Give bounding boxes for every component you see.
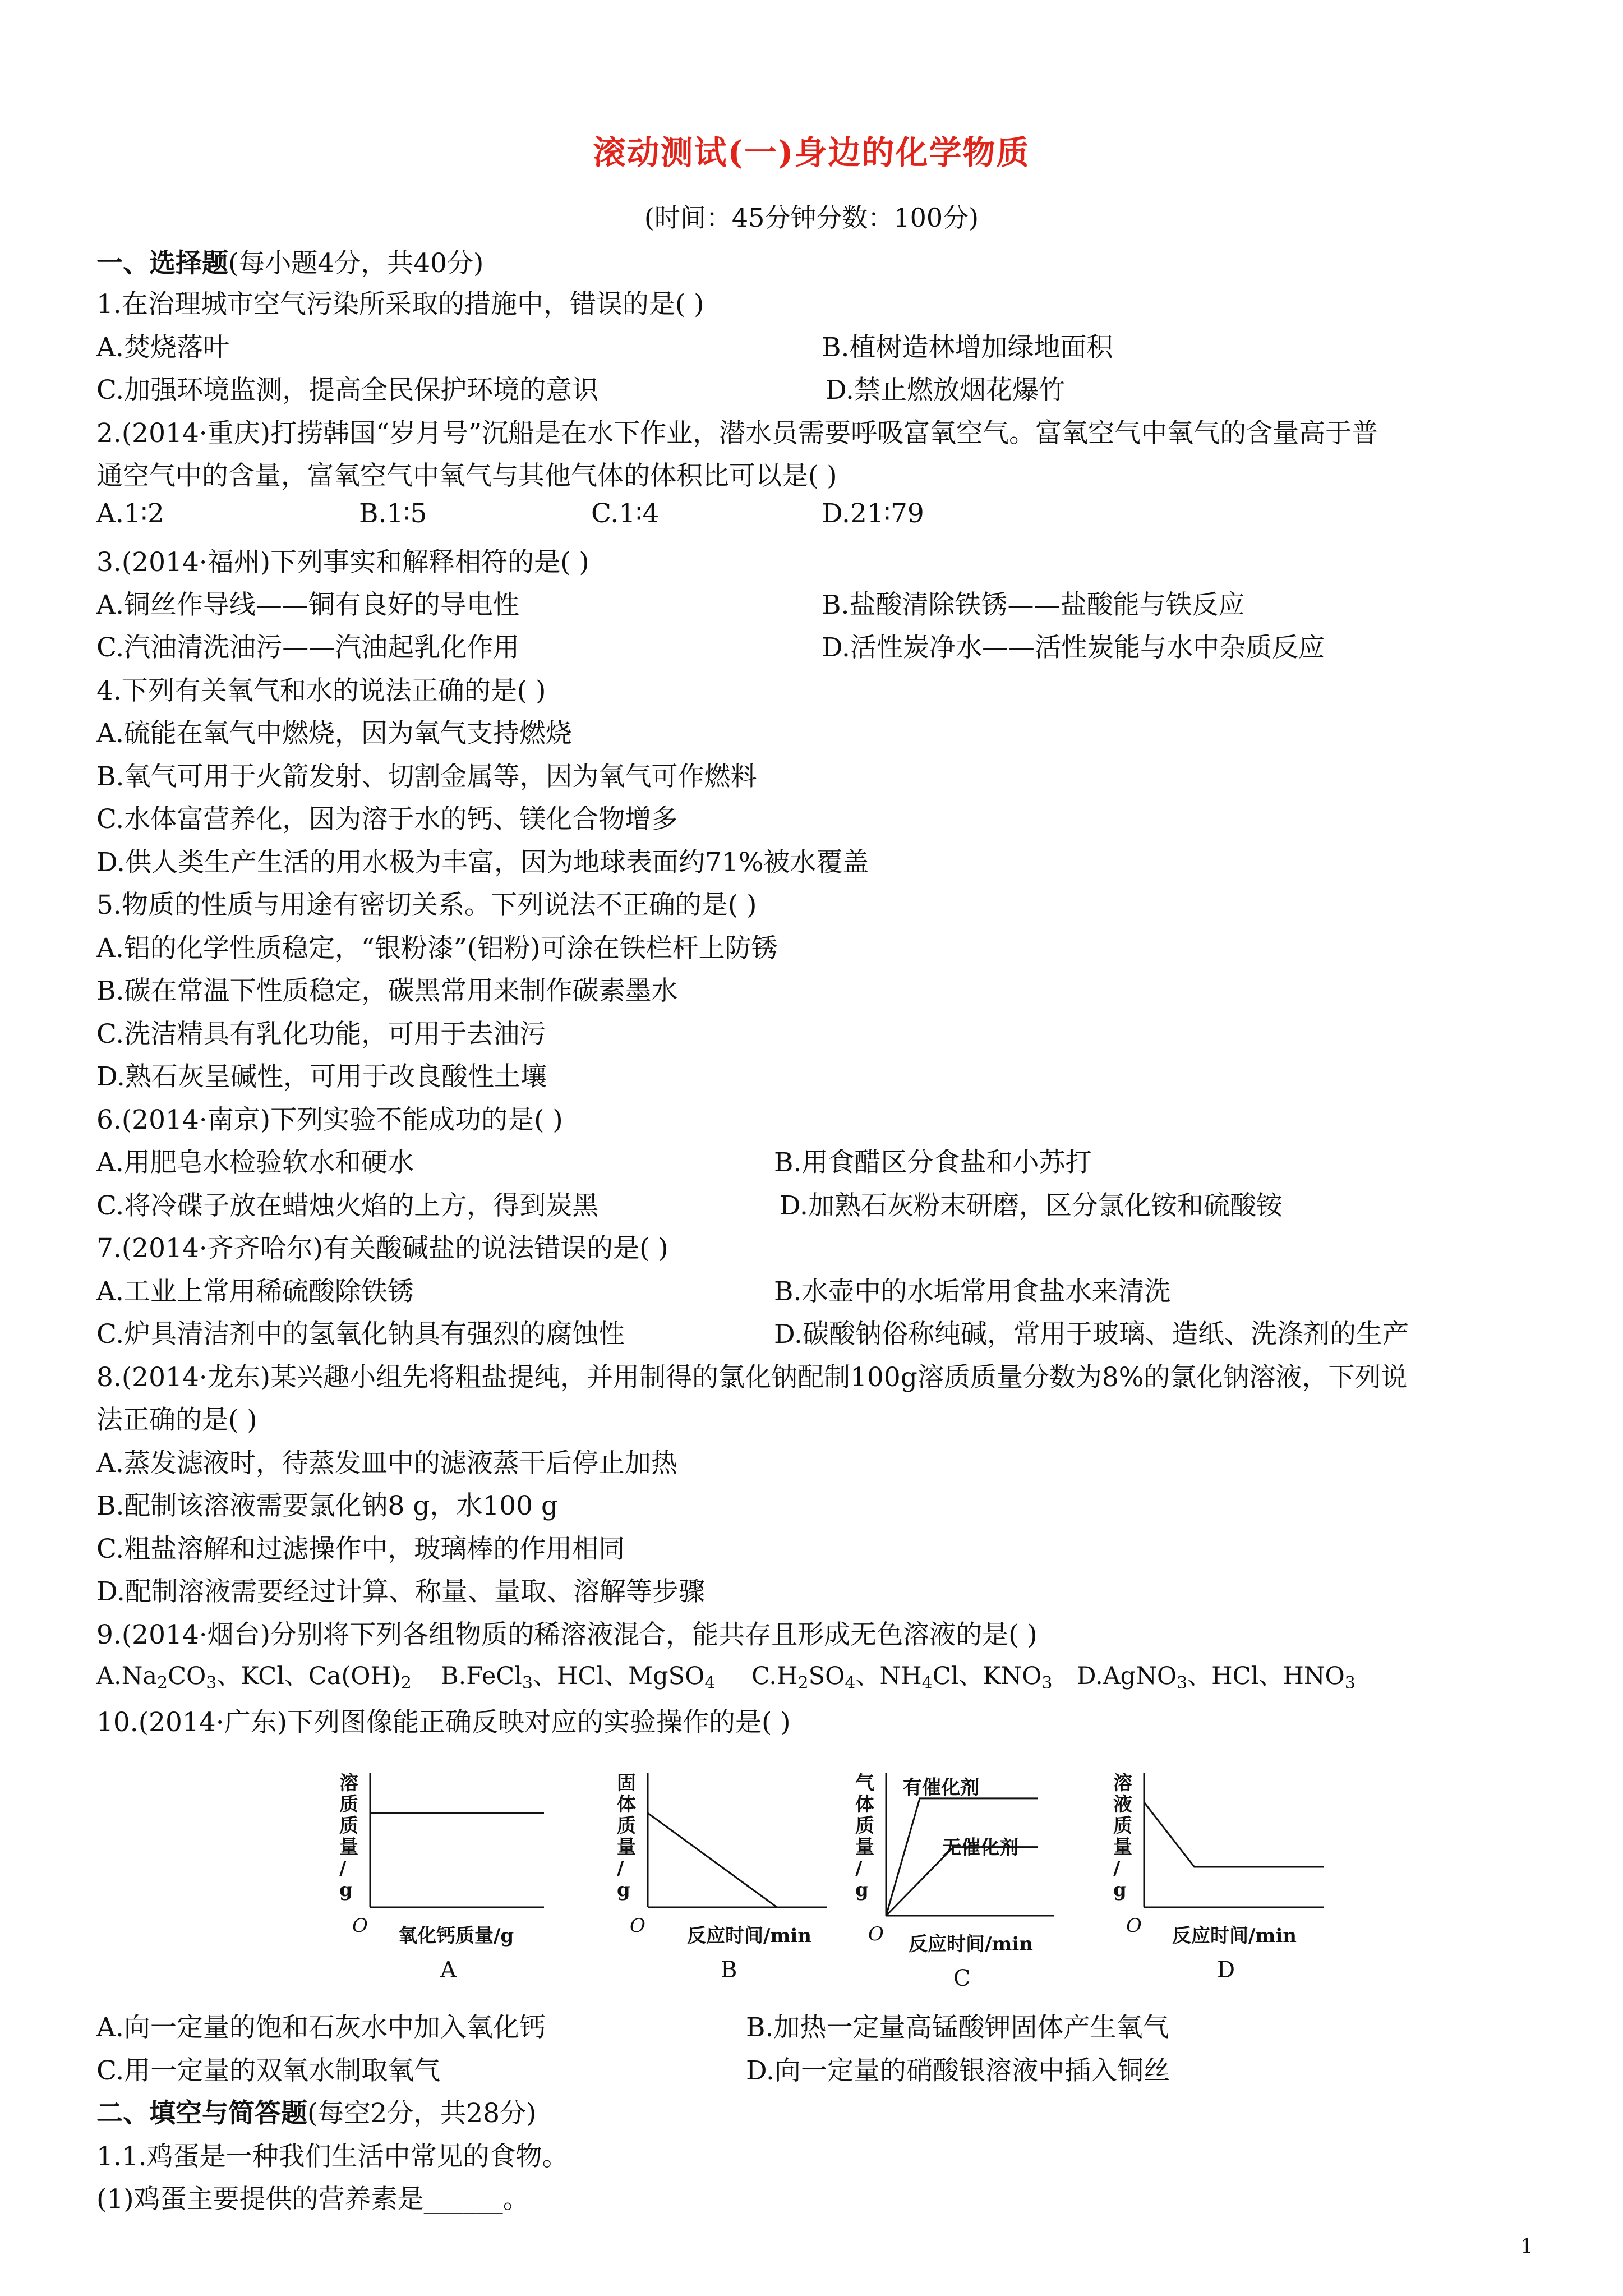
option-d: D.21∶79 <box>822 498 924 529</box>
y-axis-label-char: / <box>1113 1857 1121 1880</box>
y-axis-label-char: 质 <box>339 1815 358 1837</box>
series-line <box>648 1813 827 1907</box>
option-b: B.盐酸清除铁锈——盐酸能与铁反应 <box>822 590 1245 620</box>
chart-b-svg <box>608 1756 844 1983</box>
origin-label: O <box>352 1915 368 1937</box>
option-d: D.活性炭净水——活性炭能与水中杂质反应 <box>822 632 1325 663</box>
y-axis-label-char: 溶 <box>1113 1772 1132 1795</box>
y-axis-label-char: 溶 <box>339 1772 358 1795</box>
option-c: C.洗洁精具有乳化功能，可用于去油污 <box>96 1019 546 1050</box>
question-stem: 1.在治理城市空气污染所采取的措施中，错误的是( ) <box>96 289 704 320</box>
option-c: C.将冷碟子放在蜡烛火焰的上方，得到炭黑 <box>96 1190 599 1221</box>
chart-caption: A <box>440 1957 457 1983</box>
option-a: A.铜丝作导线——铜有良好的导电性 <box>96 590 519 620</box>
series-line <box>1144 1802 1324 1867</box>
option-a: A.工业上常用稀硫酸除铁锈 <box>96 1276 414 1307</box>
series-label: 有催化剂 <box>903 1777 979 1799</box>
y-axis-label-char: / <box>855 1857 863 1880</box>
page-subtitle: (时间：45分钟分数：100分) <box>644 203 979 233</box>
option-b: B.FeCl$_3$、HCl、MgSO$_4$ <box>441 1662 716 1693</box>
series-label: 无催化剂 <box>942 1837 1018 1859</box>
option-b: B.加热一定量高锰酸钾固体产生氧气 <box>746 2012 1169 2043</box>
question-stem: 7.(2014·齐齐哈尔)有关酸碱盐的说法错误的是( ) <box>96 1233 668 1264</box>
y-axis-label-char: 质 <box>339 1793 358 1816</box>
option-c: $C.H_2SO_4$、$NH_4Cl$、$KNO_3$ <box>751 1662 1053 1693</box>
option-c: C.炉具清洁剂中的氢氧化钠具有强烈的腐蚀性 <box>96 1319 625 1350</box>
chart-a-svg <box>325 1756 561 1983</box>
chart-caption: C <box>953 1966 971 1991</box>
chart-d-svg <box>1105 1756 1340 1983</box>
section-title: 一、选择题 <box>96 248 228 279</box>
x-axis-label: 反应时间/min <box>909 1933 1034 1955</box>
option-b: B.用食醋区分食盐和小苏打 <box>774 1147 1092 1178</box>
y-axis-label-char: g <box>617 1879 630 1901</box>
option-a: A.向一定量的饱和石灰水中加入氧化钙 <box>96 2012 546 2043</box>
option-c: C.汽油清洗油污——汽油起乳化作用 <box>96 632 520 663</box>
y-axis-label-char: 量 <box>339 1836 358 1858</box>
chart-caption: D <box>1217 1957 1235 1983</box>
section-note: (每空2分，共28分) <box>307 2098 537 2129</box>
y-axis-label-char: 质 <box>617 1815 636 1837</box>
section-heading <box>96 242 483 280</box>
option-a: A.蒸发滤液时，待蒸发皿中的滤液蒸干后停止加热 <box>96 1448 677 1479</box>
question-stem: 3.(2014·福州)下列事实和解释相符的是( ) <box>96 547 589 578</box>
x-axis-label: 反应时间/min <box>687 1925 812 1947</box>
origin-label: O <box>1126 1915 1142 1937</box>
y-axis-label-char: 量 <box>855 1836 874 1858</box>
y-axis-label-char: / <box>617 1857 624 1880</box>
option-c: C.用一定量的双氧水制取氧气 <box>96 2055 441 2086</box>
question-stem: 5.物质的性质与用途有密切关系。下列说法不正确的是( ) <box>96 890 757 921</box>
question-stem: 6.(2014·南京)下列实验不能成功的是( ) <box>96 1105 563 1135</box>
chart-caption: B <box>721 1957 737 1983</box>
y-axis-label-char: 质 <box>1113 1815 1132 1837</box>
question-stem: 8.(2014·龙东)某兴趣小组先将粗盐提纯，并用制得的氯化钠配制100g溶质质量分数为8%的氯化钠溶液，下列说 <box>96 1362 1408 1393</box>
chart-d <box>1105 1756 1340 1982</box>
option-d: D.供人类生产生活的用水极为丰富，因为地球表面约71%被水覆盖 <box>96 847 869 878</box>
question-stem: 4.下列有关氧气和水的说法正确的是( ) <box>96 675 546 706</box>
option-c: C.1∶4 <box>591 498 660 529</box>
option-a: A.焚烧落叶 <box>96 332 229 363</box>
option-b: B.碳在常温下性质稳定，碳黑常用来制作碳素墨水 <box>96 976 678 1006</box>
question-stem: 2.(2014·重庆)打捞韩国“岁月号”沉船是在水下作业，潜水员需要呼吸富氧空气。富氧空气中氧气的含量高于普 <box>96 418 1378 449</box>
section-note: (每小题4分，共40分) <box>228 248 484 279</box>
section-heading <box>96 2092 536 2130</box>
option-c: C.水体富营养化，因为溶于水的钙、镁化合物增多 <box>96 804 678 835</box>
y-axis-label-char: 量 <box>617 1836 636 1858</box>
y-axis-label-char: 液 <box>1113 1793 1132 1816</box>
option-a: $A.Na_2CO_3$、KCl、$Ca(OH)_2$ <box>96 1662 412 1693</box>
option-b: B.配制该溶液需要氯化钠8 g，水100 g <box>96 1490 559 1521</box>
option-a: A.硫能在氧气中燃烧，因为氧气支持燃烧 <box>96 718 572 749</box>
question-stem: 1.1.鸡蛋是一种我们生活中常见的食物。 <box>96 2141 569 2172</box>
option-b: B.水壶中的水垢常用食盐水来清洗 <box>774 1276 1171 1307</box>
question-stem-cont: 法正确的是( ) <box>96 1405 257 1435</box>
page-number: 1 <box>1520 2235 1533 2258</box>
option-a: A.1∶2 <box>96 498 164 529</box>
y-axis-label-char: 量 <box>1113 1836 1132 1858</box>
y-axis-label-char: 体 <box>617 1793 636 1816</box>
option-d: D.禁止燃放烟花爆竹 <box>826 375 1065 406</box>
option-d: D.熟石灰呈碱性，可用于改良酸性土壤 <box>96 1061 547 1092</box>
option-b: B.植树造林增加绿地面积 <box>822 332 1113 363</box>
option-c: C.粗盐溶解和过滤操作中，玻璃棒的作用相同 <box>96 1534 625 1565</box>
question-stem: 10.(2014·广东)下列图像能正确反映对应的实验操作的是( ) <box>96 1707 791 1738</box>
x-axis-label: 氧化钙质量/g <box>398 1925 514 1947</box>
option-d: D.加熟石灰粉末研磨，区分氯化铵和硫酸铵 <box>780 1190 1283 1221</box>
y-axis-label-char: 气 <box>855 1772 874 1795</box>
chart-b <box>608 1756 844 1982</box>
origin-label: O <box>868 1923 884 1945</box>
fill-in-blank: (1)鸡蛋主要提供的营养素是______。 <box>96 2184 529 2215</box>
option-c: C.加强环境监测，提高全民保护环境的意识 <box>96 375 599 406</box>
y-axis-label-char: / <box>339 1857 347 1880</box>
y-axis-label-char: 固 <box>617 1772 636 1795</box>
question-stem-cont: 通空气中的含量，富氧空气中氧气与其他气体的体积比可以是( ) <box>96 461 837 491</box>
option-d: D.配制溶液需要经过计算、称量、量取、溶解等步骤 <box>96 1576 705 1607</box>
chart-c-svg <box>836 1756 1077 1991</box>
chart-c <box>836 1756 1077 1991</box>
option-a: A.铝的化学性质稳定，“银粉漆”(铝粉)可涂在铁栏杆上防锈 <box>96 933 778 964</box>
chart-a <box>325 1756 561 1982</box>
option-a: A.用肥皂水检验软水和硬水 <box>96 1147 414 1178</box>
question-stem: 9.(2014·烟台)分别将下列各组物质的稀溶液混合，能共存且形成无色溶液的是( ) <box>96 1619 1038 1650</box>
option-d: D.向一定量的硝酸银溶液中插入铜丝 <box>746 2055 1170 2086</box>
y-axis-label-char: g <box>1113 1879 1127 1901</box>
section-title: 二、填空与简答题 <box>96 2098 307 2129</box>
origin-label: O <box>630 1915 645 1937</box>
option-b: B.氧气可用于火箭发射、切割金属等，因为氧气可作燃料 <box>96 761 757 792</box>
page-title: 滚动测试(一)身边的化学物质 <box>593 134 1030 172</box>
y-axis-label-char: 体 <box>855 1793 874 1816</box>
option-b: B.1∶5 <box>359 498 427 529</box>
y-axis-label-char: 质 <box>855 1815 874 1837</box>
option-d: D.碳酸钠俗称纯碱，常用于玻璃、造纸、洗涤剂的生产 <box>774 1319 1409 1350</box>
y-axis-label-char: g <box>339 1879 353 1901</box>
option-d: D.AgNO$_3$、HCl、$HNO_3$ <box>1077 1662 1355 1693</box>
x-axis-label: 反应时间/min <box>1172 1925 1297 1947</box>
y-axis-label-char: g <box>855 1879 869 1901</box>
